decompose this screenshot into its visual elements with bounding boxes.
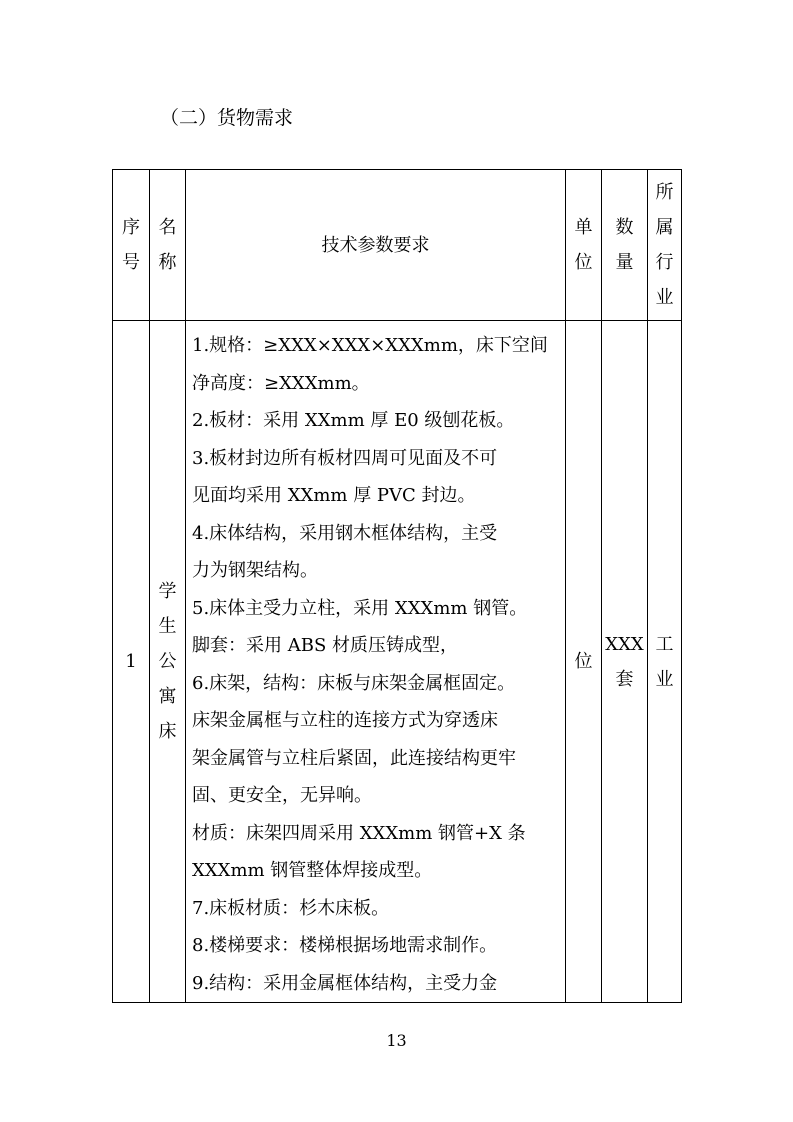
- row-name: 学 生 公 寓 床: [150, 321, 186, 1003]
- header-industry: 所 属 行 业: [648, 170, 682, 321]
- header-quantity: 数 量: [602, 170, 648, 321]
- table-row: [113, 321, 682, 1003]
- header-spec: 技术参数要求: [186, 170, 566, 321]
- header-index: 序 号: [113, 170, 150, 321]
- page-number: 13: [386, 1031, 407, 1050]
- goods-requirements-table: [112, 169, 682, 1003]
- row-industry: 工 业: [648, 321, 682, 1003]
- row-index: 1: [113, 321, 150, 1003]
- row-unit: 位: [566, 321, 602, 1003]
- row-spec: 1.规格：≥XXX×XXX×XXXmm，床下空间 净高度：≥XXXmm。 2.板材：采用 XXmm 厚 E0 级刨花板。 3.板材封边所有板材四周可见面及不可 见面均采用 XXmm 厚 PVC 封边。 4.床体结构，采用钢木框体结构，主受 力为钢架结构。 5.床体主受力立柱，采用 XXXmm 钢管。 脚套：采用 ABS 材质压铸成型， 6.床架，结构：床板与床架金属框固定。 床架金属框与立柱的连接方式为穿透床 架金属管与立柱后紧固，此连接结构更牢 固、更安全，无异响。 材质：床架四周采用 XXXmm 钢管+X 条 XXXmm 钢管整体焊接成型。 7.床板材质：杉木床板。 8.楼梯要求：楼梯根据场地需求制作。 9.结构：采用金属框体结构，主受力金: [186, 321, 566, 1003]
- row-quantity: XXX 套: [602, 321, 648, 1003]
- table-header-row: [113, 170, 682, 321]
- header-unit: 单 位: [566, 170, 602, 321]
- section-title: （二）货物需求: [160, 107, 294, 129]
- header-name: 名 称: [150, 170, 186, 321]
